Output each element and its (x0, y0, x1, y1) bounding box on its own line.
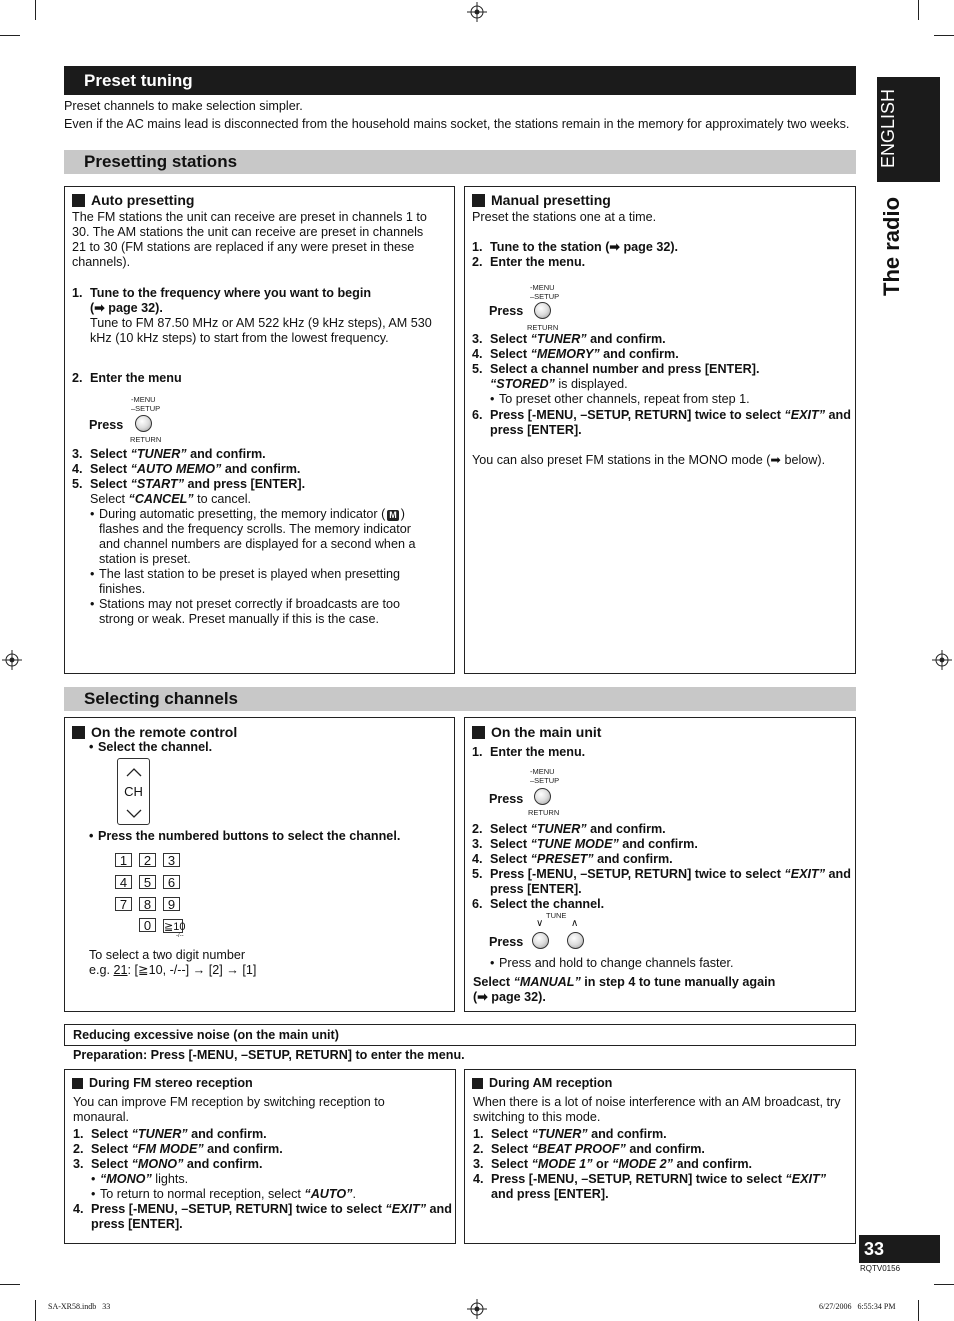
step-number: 4. (472, 347, 483, 361)
menu-option: “MODE 2” (612, 1157, 673, 1171)
bullet-text: Press the numbered buttons to select the channel. (98, 829, 401, 843)
page-number: 33 (859, 1235, 940, 1263)
step-number: 3. (73, 1157, 84, 1171)
step-text: and press [ENTER]. (490, 408, 851, 437)
chevron-down-icon (126, 809, 142, 819)
bullet-item: • Select the channel. (89, 740, 213, 754)
step-text: Select (490, 852, 531, 866)
bullet-item: • Stations may not preset correctly if broadcasts are too strong or weak. Preset manually if this is the case. (72, 597, 430, 627)
auto-step-2 (72, 371, 182, 386)
menu-knob-icon (534, 302, 551, 319)
step-detail: Tune to FM 87.50 MHz or AM 522 kHz (9 kHz steps), AM 530 kHz (10 kHz steps) to start from the lowest frequency. (90, 316, 432, 345)
key-4: 4 (115, 875, 132, 889)
note-line: To select a two digit number (89, 948, 246, 962)
step-text: Select (490, 837, 531, 851)
menu-option: “FM MODE” (131, 1142, 204, 1156)
auto-presetting-heading (72, 192, 194, 208)
fm-stereo-box (64, 1069, 456, 1244)
menu-option: “TUNER” (131, 1127, 188, 1141)
menu-option: “AUTO MEMO” (130, 462, 222, 476)
tune-up-icon: ∧ (571, 918, 579, 929)
two-digit-note (89, 948, 256, 978)
step-text: Tune to the frequency where you want to begin (90, 286, 372, 300)
press-label: Press (489, 935, 524, 949)
step-number: 2. (472, 255, 483, 269)
setup-label: –SETUP (131, 404, 161, 413)
bullet-text: Stations may not preset correctly if broadcasts are too strong or weak. Preset manually if this is the case. (99, 597, 400, 626)
step-number: 3. (472, 332, 483, 346)
auto-presetting-box (64, 186, 455, 674)
manual-tune-note (473, 975, 775, 1005)
tune-buttons-graphic (489, 911, 629, 953)
bullet-text: During automatic presetting, the memory indicator ( (99, 507, 386, 521)
menu-option: “STORED” (490, 377, 555, 391)
step-text: and confirm. (186, 447, 266, 461)
step-text: Select (490, 822, 531, 836)
step-text: Select (91, 1142, 132, 1156)
menu-knob-icon (135, 415, 152, 432)
crop-mark (0, 1284, 20, 1285)
crop-mark (934, 35, 954, 36)
step-text: Select (490, 332, 531, 346)
square-bullet-icon (72, 1078, 83, 1089)
remote-heading (72, 724, 237, 740)
key-1: 1 (115, 853, 132, 867)
step-text: Press [-MENU, –SETUP, RETURN] twice to select (490, 867, 785, 881)
return-label: RETURN (528, 808, 560, 817)
tune-down-knob-icon (532, 932, 549, 949)
menu-label: -MENU (530, 767, 555, 776)
step-text: and confirm. (187, 1127, 267, 1141)
preset-intro-2: Even if the AC mains lead is disconnected from the household mains socket, the stations remain in the memory for approximately two weeks. (64, 117, 850, 131)
menu-label: -MENU (131, 395, 156, 404)
noise-heading-box (64, 1024, 856, 1046)
key-8: 8 (139, 897, 156, 911)
step-number: 6. (472, 897, 483, 911)
step-text: Enter the menu. (490, 745, 586, 759)
bullet-item: • The last station to be preset is played when presetting finishes. (72, 567, 430, 597)
registration-mark-icon (2, 650, 22, 670)
press-label: Press (489, 304, 524, 318)
square-bullet-icon (72, 194, 85, 207)
am-heading (472, 1076, 612, 1090)
selecting-channels-title: Selecting channels (84, 689, 238, 708)
step-text: Select (491, 1142, 532, 1156)
step-number: 3. (472, 837, 483, 851)
preset-intro-1: Preset channels to make selection simpler. (64, 99, 303, 113)
menu-option: “EXIT” (385, 1202, 426, 1216)
bullet-item: • Press the numbered buttons to select the channel. (89, 829, 401, 843)
remote-title: On the remote control (91, 724, 238, 740)
key-0: 0 (139, 918, 156, 932)
step-number: 4. (72, 462, 83, 476)
note-text: in step 4 to tune manually again (580, 975, 776, 989)
step-text: and confirm. (672, 1157, 753, 1171)
menu-option: “MONO” (100, 1172, 152, 1186)
step-text: and confirm. (587, 1127, 667, 1141)
step-number: 2. (72, 371, 83, 385)
manual-intro: Preset the stations one at a time. (472, 210, 657, 224)
doc-code: RQTV0156 (860, 1264, 901, 1273)
manual-presetting-heading (472, 192, 611, 208)
step-ref: (➡ page 32). (90, 301, 163, 315)
step-text: and press [ENTER]. (491, 1187, 609, 1201)
menu-knob-icon (534, 788, 551, 805)
step-text: Select (490, 347, 531, 361)
step-number: 6. (472, 408, 483, 422)
bullet-text: lights. (151, 1172, 189, 1186)
crop-mark (0, 35, 20, 36)
step-number: 4. (473, 1172, 484, 1186)
manual-steps-1-2 (472, 240, 678, 270)
step-number: 2. (473, 1142, 484, 1156)
selecting-channels-heading (64, 687, 856, 711)
note-ref: (➡ page 32). (473, 990, 546, 1004)
menu-option: “TUNER” (130, 447, 187, 461)
square-bullet-icon (72, 726, 85, 739)
step-text: Enter the menu. (490, 255, 586, 269)
step-number: 2. (73, 1142, 84, 1156)
key-3: 3 (163, 853, 180, 867)
step-number: 1. (72, 286, 83, 300)
step-text: and confirm. (586, 822, 666, 836)
auto-presetting-title: Auto presetting (91, 192, 195, 208)
square-bullet-icon (472, 726, 485, 739)
ch-button (117, 758, 150, 825)
setup-label: –SETUP (530, 776, 560, 785)
manual-presetting-title: Manual presetting (491, 192, 611, 208)
menu-option: “EXIT” (784, 867, 825, 881)
key-5: 5 (139, 875, 156, 889)
step-text: Select (90, 462, 131, 476)
fm-heading (72, 1076, 253, 1090)
fm-steps (73, 1127, 453, 1232)
bullet-text: To return to normal reception, select (100, 1187, 305, 1201)
bullet-item: • To preset other channels, repeat from step 1. (490, 392, 750, 406)
ch-label: CH (124, 784, 143, 799)
bullet-text: . (352, 1187, 356, 1201)
bullet-item: • To return to normal reception, select “AUTO”. (91, 1187, 356, 1201)
menu-option: “TUNER” (530, 332, 587, 346)
step-text: Select a channel number and press [ENTER]. (490, 362, 760, 376)
manual-steps-3-6 (472, 332, 852, 438)
menu-option: “TUNER” (531, 1127, 588, 1141)
menu-option: “AUTO” (304, 1187, 353, 1201)
step-text: and confirm. (586, 332, 666, 346)
bullet-text: To preset other channels, repeat from step 1. (499, 392, 750, 406)
note-example: 21 (113, 963, 128, 977)
menu-option: “PRESET” (530, 852, 594, 866)
menu-option: “EXIT” (785, 1172, 826, 1186)
step-number: 3. (473, 1157, 484, 1171)
bullet-text: ) flashes and the frequency scrolls. The memory indicator and channel numbers are displayed for a second when a station is preset. (99, 507, 416, 566)
step-number: 1. (73, 1127, 84, 1141)
press-label: Press (89, 418, 124, 432)
step-text: Enter the menu (90, 371, 182, 385)
remote-control-box (64, 717, 455, 1012)
step-text: to cancel. (193, 492, 251, 506)
step-text: and press [ENTER]. (184, 477, 306, 491)
auto-steps-3-5 (72, 447, 442, 627)
step-text: and confirm. (618, 837, 698, 851)
step-text: and confirm. (625, 1142, 705, 1156)
main-unit-heading (472, 724, 601, 740)
noise-title: Reducing excessive noise (on the main unit) (73, 1028, 339, 1042)
registration-mark-icon (467, 1299, 487, 1319)
step-text: and confirm. (221, 462, 301, 476)
crop-mark (35, 1300, 36, 1321)
manual-note: You can also preset FM stations in the MONO mode (➡ below). (472, 453, 826, 467)
step-text: Select the channel. (490, 897, 605, 911)
step-text: and confirm. (183, 1157, 263, 1171)
key-sublabel: -/-- (176, 933, 184, 939)
step-text: and confirm. (593, 852, 673, 866)
menu-option: “MANUAL” (513, 975, 581, 989)
footer-timestamp: 6/27/2006 6:55:34 PM (819, 1302, 896, 1311)
bullet-text: Select the channel. (98, 740, 213, 754)
step-text: Press [-MENU, –SETUP, RETURN] twice to select (491, 1172, 786, 1186)
step-number: 3. (72, 447, 83, 461)
square-bullet-icon (472, 194, 485, 207)
menu-option: “MEMORY” (530, 347, 600, 361)
bullet-item: • “MONO” lights. (91, 1172, 189, 1186)
key-7: 7 (115, 897, 132, 911)
bullet-item: • Press and hold to change channels faster. (490, 956, 734, 970)
menu-button-graphic (89, 395, 209, 445)
auto-intro: The FM stations the unit can receive are preset in channels 1 to 30. The AM stations the unit can receive are preset in channels 21 to 30 (FM stations are replaced if any were preset in these channels). (72, 210, 427, 269)
step-text: Press [-MENU, –SETUP, RETURN] twice to select (91, 1202, 386, 1216)
return-label: RETURN (130, 435, 162, 444)
fm-intro: You can improve FM reception by switching reception to monaural. (73, 1095, 385, 1124)
tune-label: TUNE (546, 911, 567, 920)
preset-tuning-title: Preset tuning (84, 70, 193, 90)
step-number: 5. (472, 362, 483, 376)
language-label: ENGLISH (878, 88, 898, 168)
square-bullet-icon (472, 1078, 483, 1089)
step-text: Select (491, 1127, 532, 1141)
step-text: Select (90, 477, 131, 491)
registration-mark-icon (932, 650, 952, 670)
crop-mark (35, 0, 36, 20)
step-text: Press [-MENU, –SETUP, RETURN] twice to select (490, 408, 785, 422)
tune-down-icon: ∨ (536, 918, 544, 929)
menu-option: “START” (130, 477, 185, 491)
menu-option: “BEAT PROOF” (531, 1142, 626, 1156)
step-text: and press [ENTER]. (490, 867, 851, 896)
bullet-text: Press and hold to change channels faster. (499, 956, 734, 970)
step-text: and confirm. (599, 347, 679, 361)
crop-mark (918, 0, 919, 20)
menu-option: “TUNER” (530, 822, 587, 836)
main-step-1 (472, 745, 585, 760)
step-number: 1. (472, 745, 483, 759)
note-text: e.g. (89, 963, 114, 977)
step-text: Select (91, 1127, 132, 1141)
step-text: is displayed. (554, 377, 628, 391)
am-reception-box (464, 1069, 856, 1244)
am-steps (473, 1127, 833, 1202)
step-text: Select (491, 1157, 532, 1171)
step-text: Tune to the station (➡ page 32). (490, 240, 679, 254)
menu-option: “MODE 1” (531, 1157, 593, 1171)
menu-button-graphic (489, 767, 609, 817)
step-text: or (592, 1157, 613, 1171)
tune-up-knob-icon (567, 932, 584, 949)
step-number: 4. (73, 1202, 84, 1216)
main-steps-2-6 (472, 822, 852, 912)
key-10-plus: ≧10 (164, 921, 186, 933)
am-intro: When there is a lot of noise interference with an AM broadcast, try switching to this mode. (473, 1095, 841, 1124)
crop-mark (934, 1284, 954, 1285)
step-number: 5. (72, 477, 83, 491)
step-number: 2. (472, 822, 483, 836)
key-2: 2 (139, 853, 156, 867)
registration-mark-icon (467, 2, 487, 22)
menu-option: “TUNE MODE” (530, 837, 619, 851)
preset-tuning-heading (64, 66, 856, 95)
main-unit-box (464, 717, 856, 1012)
step-number: 1. (472, 240, 483, 254)
am-title: During AM reception (489, 1076, 613, 1090)
menu-option: “CANCEL” (128, 492, 194, 506)
return-label: RETURN (527, 323, 559, 332)
fm-title: During FM stereo reception (89, 1076, 253, 1090)
menu-button-graphic (489, 283, 609, 333)
step-text: Select (91, 1157, 132, 1171)
menu-label: -MENU (530, 283, 555, 292)
presetting-stations-heading (64, 150, 856, 174)
step-number: 5. (472, 867, 483, 881)
chevron-up-icon (126, 767, 142, 777)
manual-presetting-box (464, 186, 856, 674)
section-title: The radio (879, 196, 904, 296)
key-6: 6 (163, 875, 180, 889)
setup-label: –SETUP (530, 292, 560, 301)
noise-preparation: Preparation: Press [-MENU, –SETUP, RETURN] to enter the menu. (73, 1048, 465, 1062)
memory-indicator-icon: M (389, 510, 397, 520)
footer-file-info: SA-XR58.indb 33 (48, 1302, 111, 1311)
step-text: and confirm. (203, 1142, 283, 1156)
note-text: : [≧10, -/--] → [2] → [1] (127, 963, 257, 977)
menu-option: “EXIT” (784, 408, 825, 422)
step-text: Select (90, 492, 129, 506)
numeric-keypad (115, 852, 245, 940)
crop-mark (918, 1300, 919, 1321)
step-number: 1. (473, 1127, 484, 1141)
bullet-text: The last station to be preset is played when presetting finishes. (99, 567, 401, 596)
key-9: 9 (163, 897, 180, 911)
note-text: Select (473, 975, 514, 989)
presetting-stations-title: Presetting stations (84, 152, 238, 171)
auto-step-1 (72, 286, 442, 346)
step-number: 4. (472, 852, 483, 866)
press-label: Press (489, 792, 524, 806)
main-unit-title: On the main unit (491, 724, 602, 740)
step-text: Select (90, 447, 131, 461)
menu-option: “MONO” (131, 1157, 184, 1171)
bullet-item: • During automatic presetting, the memory indicator ( M ) flashes and the frequency scrolls. The memory indicator and channel numbers are displayed for a second when a station is preset. (90, 507, 416, 566)
step-text: and press [ENTER]. (91, 1202, 452, 1231)
